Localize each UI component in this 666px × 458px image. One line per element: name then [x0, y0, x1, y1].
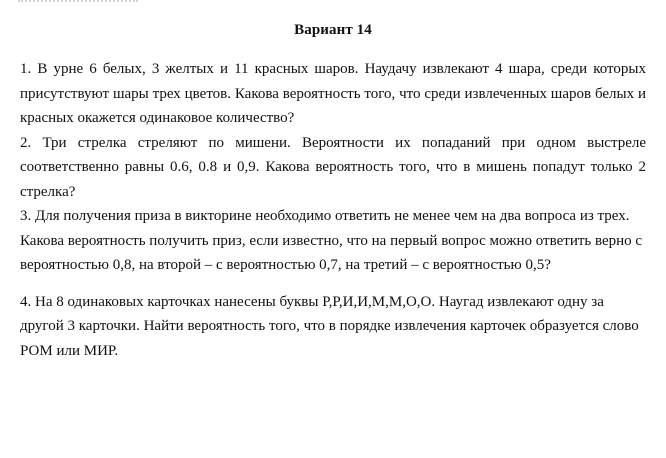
problem-2: 2. Три стрелка стреляют по мишени. Вероятности их попаданий при одном выстреле соответственно равны 0.6, 0.8 и 0,9. Какова вероятность того, что в мишень попадут только 2 стрелка?: [20, 134, 646, 200]
problem-1: 1. В урне 6 белых, 3 желтых и 11 красных шаров. Наудачу извлекают 4 шара, среди которых присутствуют шары трех цветов. Какова вероятность того, что среди извлеченных шаров белых и красных окажется одинаковое количество?: [20, 61, 646, 126]
problem-3: 3. Для получения приза в викторине необходимо ответить не менее чем на два вопроса из трех. Какова вероятность получить приз, если известно, что на первый вопрос можно ответить верно с вероятностью 0,8, на второй – с вероятностью 0,7, на третий – с вероятностью 0,5?: [20, 208, 643, 273]
document-title: Вариант 14: [294, 22, 372, 38]
problem-list: [20, 57, 646, 363]
problem-4: 4. На 8 одинаковых карточках нанесены буквы Р,Р,И,И,М,М,О,О. Наугад извлекают одну за другой 3 карточки. Найти вероятность того, что в порядке извлечения карточек образуется слово РОМ или МИР.: [20, 293, 639, 359]
cropped-header-remnant: [18, 0, 138, 6]
